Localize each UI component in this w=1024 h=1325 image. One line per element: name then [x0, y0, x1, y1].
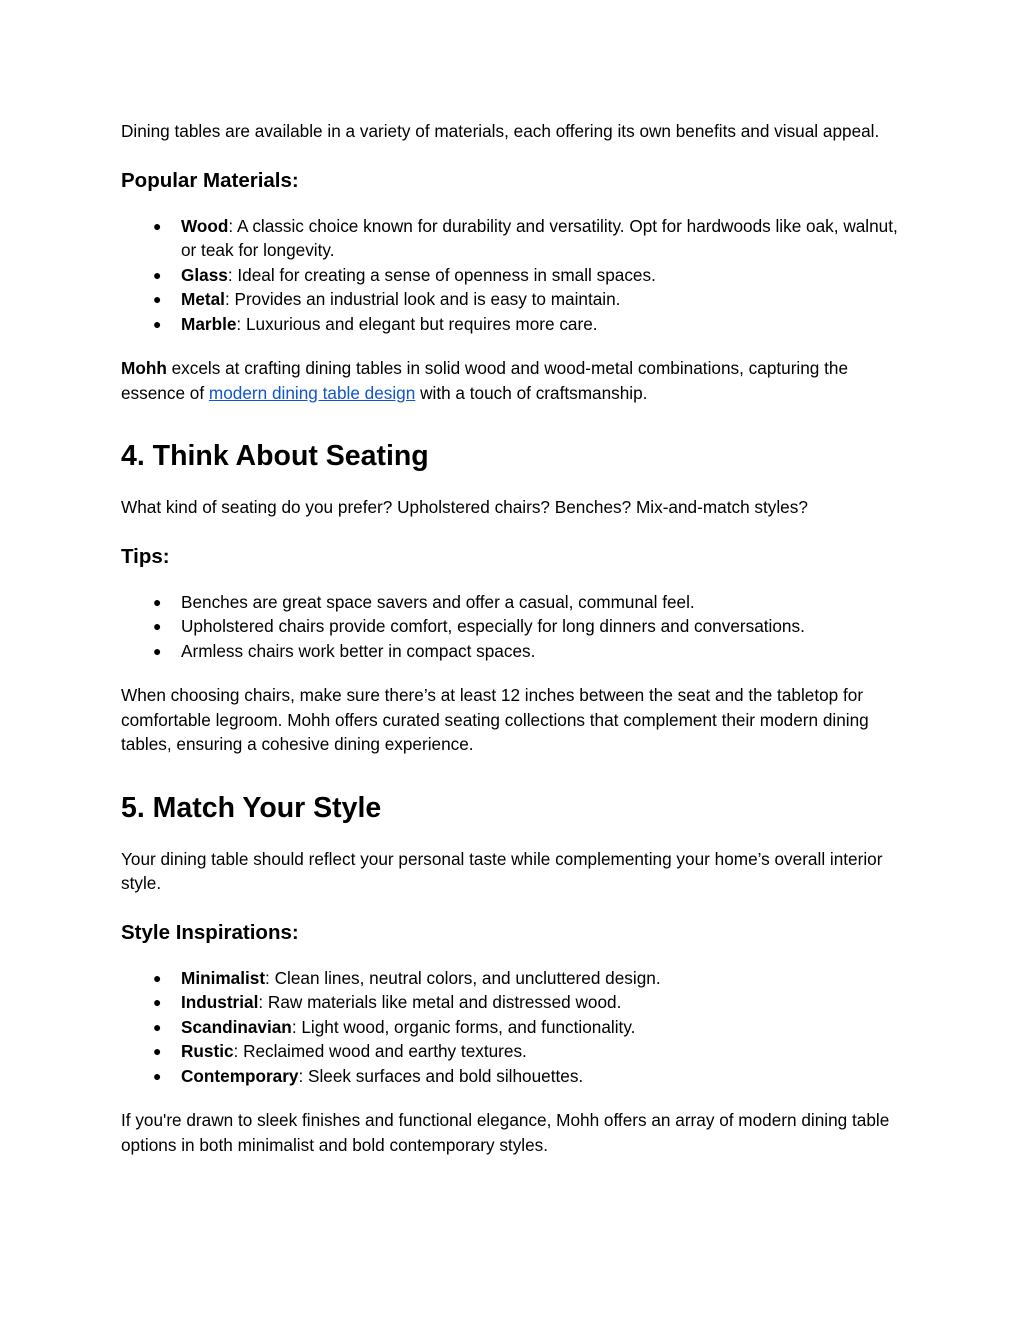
- modern-dining-table-design-link[interactable]: modern dining table design: [208, 382, 416, 403]
- bullet-icon: ●: [153, 266, 162, 283]
- list-item: [121, 214, 906, 263]
- style-term: Scandinavian: [181, 1016, 292, 1037]
- bullet-icon: ●: [153, 618, 162, 634]
- bullet-icon: ●: [153, 1018, 162, 1035]
- style-desc: : Raw materials like metal and distressed wood.: [258, 992, 622, 1012]
- list-item: [121, 966, 906, 991]
- closing-text-after: with a touch of craftsmanship.: [415, 382, 648, 403]
- style-desc: : Light wood, organic forms, and functionality.: [291, 1016, 636, 1037]
- list-item: [121, 263, 906, 288]
- style-term: Contemporary: [181, 1065, 299, 1086]
- tip-text: Upholstered chairs provide comfort, especially for long dinners and conversations.: [181, 616, 805, 636]
- bullet-icon: ●: [153, 593, 162, 610]
- material-term: Glass: [181, 264, 228, 285]
- tips-list: [121, 590, 906, 664]
- document-page: [121, 119, 906, 1157]
- bullet-icon: ●: [153, 994, 162, 1010]
- list-item: [121, 590, 906, 615]
- style-list: [121, 966, 906, 1089]
- intro-paragraph: Dining tables are available in a variety of materials, each offering its own benefits and visual appeal.: [121, 121, 880, 141]
- style-term: Minimalist: [181, 967, 266, 988]
- materials-list: [121, 214, 906, 337]
- material-term: Wood: [181, 215, 229, 236]
- bullet-icon: ●: [153, 642, 162, 659]
- bullet-icon: ●: [153, 315, 162, 332]
- style-closing-paragraph: If you're drawn to sleek finishes and functional elegance, Mohh offers an array of modern dining table options in both minimalist and bold contemporary styles.: [121, 1110, 890, 1155]
- bullet-icon: ●: [153, 1067, 162, 1084]
- material-desc: : A classic choice known for durability and versatility. Opt for hardwoods like oak, walnut, or teak for longevity.: [181, 215, 898, 260]
- list-item: [121, 1064, 906, 1089]
- style-term: Rustic: [181, 1041, 234, 1061]
- tip-text: Benches are great space savers and offer a casual, communal feel.: [181, 591, 695, 612]
- bullet-icon: ●: [153, 969, 162, 986]
- tip-text: Armless chairs work better in compact spaces.: [181, 640, 536, 661]
- bullet-icon: ●: [153, 217, 162, 234]
- seating-heading-text: 4. Think About Seating: [121, 440, 429, 472]
- style-heading-text: 5. Match Your Style: [121, 791, 382, 824]
- material-term: Marble: [181, 313, 237, 334]
- style-intro-paragraph: Your dining table should reflect your personal taste while complementing your home’s overall interior style.: [121, 848, 883, 893]
- style-desc: : Clean lines, neutral colors, and uncluttered design.: [265, 967, 661, 988]
- materials-closing-paragraph: [121, 356, 906, 405]
- closing-text-before: excels at crafting dining tables in solid wood and wood-metal combinations, capturing the essence of: [121, 358, 849, 403]
- popular-materials-heading: Popular Materials:: [121, 168, 299, 192]
- material-term: Metal: [181, 289, 225, 309]
- bullet-icon: ●: [153, 1043, 162, 1059]
- list-item: [121, 990, 906, 1015]
- style-inspirations-heading: Style Inspirations:: [121, 920, 299, 944]
- tips-heading: Tips:: [121, 544, 170, 568]
- seating-heading: [121, 439, 906, 473]
- list-item: [121, 614, 906, 639]
- bullet-icon: ●: [153, 291, 162, 307]
- list-item: [121, 312, 906, 337]
- list-item: [121, 1015, 906, 1040]
- style-desc: : Sleek surfaces and bold silhouettes.: [298, 1065, 584, 1086]
- list-item: [121, 287, 906, 312]
- list-item: [121, 639, 906, 664]
- seating-closing-paragraph: When choosing chairs, make sure there’s at least 12 inches between the seat and the tabletop for comfortable legroom. Mohh offers curated seating collections that complement their modern dining tables, ensuring a cohesive dining experience.: [121, 685, 869, 754]
- style-term: Industrial: [181, 992, 259, 1012]
- style-heading: [121, 791, 906, 825]
- seating-question: What kind of seating do you prefer? Upholstered chairs? Benches? Mix-and-match styles?: [121, 497, 808, 517]
- list-item: [121, 1039, 906, 1064]
- brand-name: Mohh: [121, 358, 167, 378]
- material-desc: : Luxurious and elegant but requires more care.: [236, 313, 598, 334]
- style-desc: : Reclaimed wood and earthy textures.: [233, 1041, 527, 1061]
- material-desc: : Provides an industrial look and is easy to maintain.: [224, 289, 621, 309]
- material-desc: : Ideal for creating a sense of openness in small spaces.: [227, 264, 656, 285]
